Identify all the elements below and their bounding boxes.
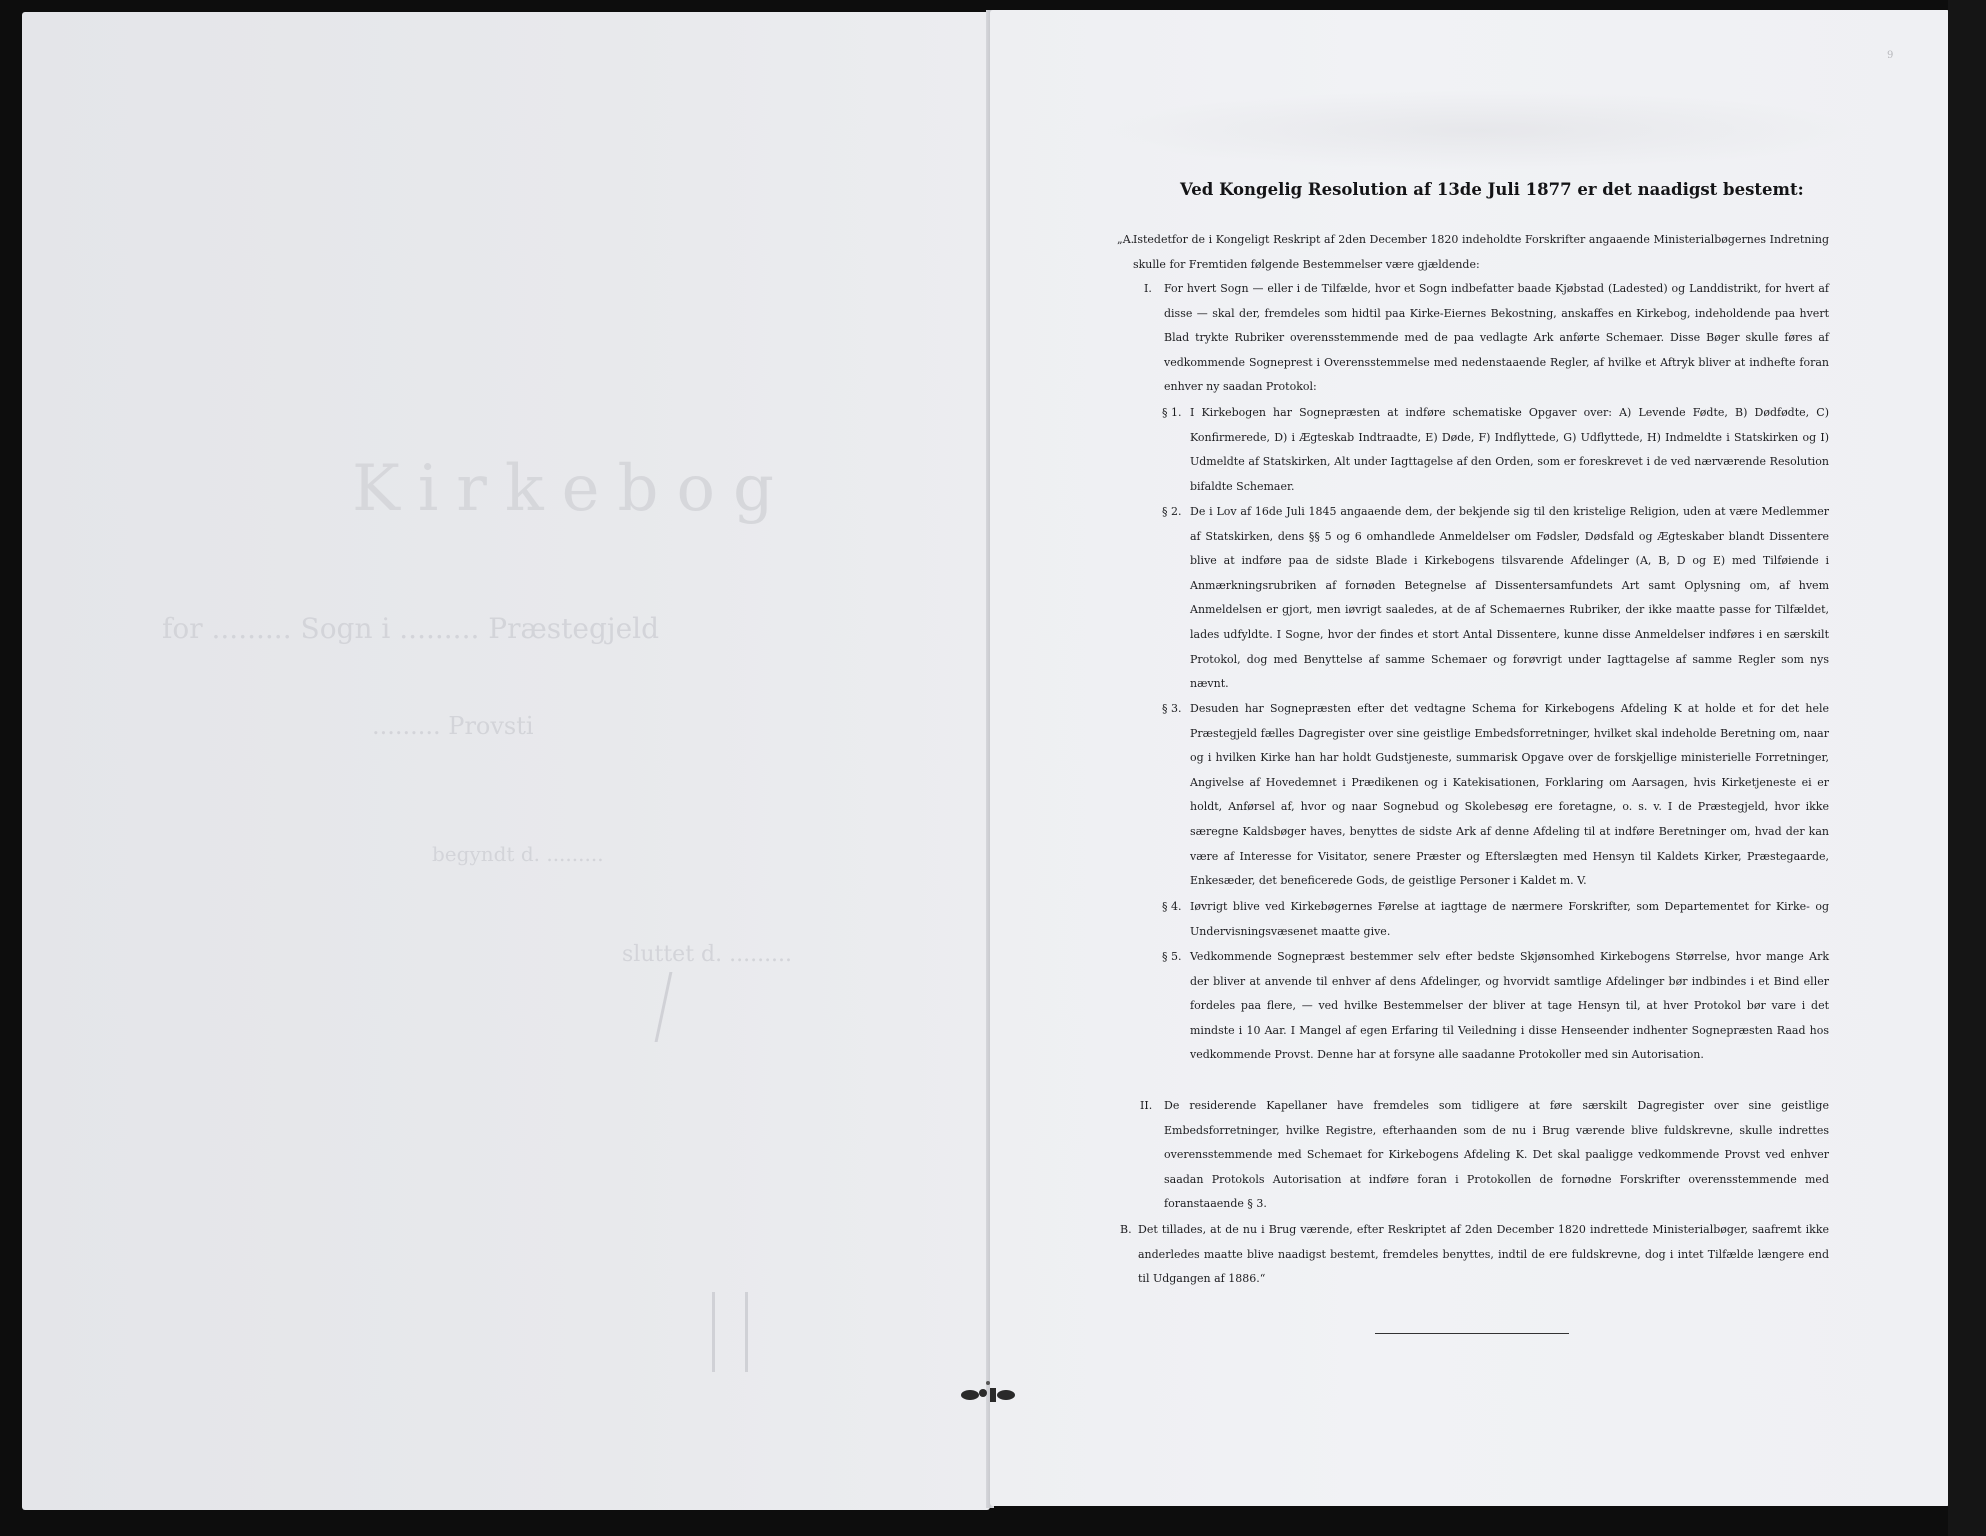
page-number: 9 (1887, 50, 1894, 61)
ghost-ended-line: sluttet d. ......... (622, 942, 793, 967)
section-ii-text: De residerende Kapellaner have fremdeles som tidligere at føre særskilt Dagregister over sine geistlige Embedsforretninger, hvilke Registre, efterhaanden som de nu i Brug værende blive fuldskrevne, skulle indrettes overensstemmende med Schemaet for Kirkebogens Afdeling K. Det skal paaligge vedkommende Provst ved enhver saadan Protokols Autorisation at indføre foran i Protokollen de fornødne Forskrifter overensstemmende med foranstaaende § 3. (1164, 1099, 1829, 1211)
section-ii-label: II. (1140, 1099, 1153, 1112)
section-a-text: Istedetfor de i Kongeligt Reskript af 2den December 1820 indeholdte Forskrifter angaaende Ministerialbøgernes Indretning skulle for Fremtiden følgende Bestemmelser være gjældende: (1133, 233, 1829, 271)
section-b-text: Det tillades, at de nu i Brug værende, efter Reskriptet af 2den December 1820 indrettede Ministerialbøger, saafremt ikke anderledes maatte blive naadigst bestemt, fremdeles benyttes, indtil de ere fuldskrevne, dog i intet Tilfælde længere end til Udgangen af 1886.“ (1138, 1223, 1829, 1286)
paragraph-5-text: Vedkommende Sognepræst bestemmer selv efter bedste Skjønsomhed Kirkebogens Størrelse, hvor mange Ark der bliver at anvende til enhver af dens Afdelinger, og hvorvidt samtlige Afdelinger bør indbindes i et Bind eller fordeles paa flere, — ved hvilke Bestemmelser der bliver at tage Hensyn til, at hver Protokol bør vare i det mindste i 10 Aar. I Mangel af egen Erfaring til Veiledning i disse Henseender indhenter Sognepræsten Raad hos vedkommende Provst. Denne har at forsyne alle saadanne Protokoller med sin Autorisation. (1190, 950, 1829, 1062)
ghost-parish-line: for ......... Sogn i ......... Præstegjeld (162, 612, 660, 645)
scan-border (1948, 0, 1986, 1536)
ghost-deanery-line: ......... Provsti (372, 712, 534, 740)
paragraph-3 (1162, 697, 1829, 894)
section-ii (1140, 1094, 1829, 1217)
paragraph-3-label: § 3. (1162, 702, 1182, 715)
left-page (22, 12, 990, 1510)
paragraph-1-text: I Kirkebogen har Sognepræsten at indføre schematiske Opgaver over: A) Levende Fødte, B) Dødfødte, C) Konfirmerede, D) i Ægteskab Indtraadte, E) Døde, F) Indflyttede, G) Udflyttede, H) Indmeldte i Statskirken og I) Udmeldte af Statskirken, Alt under Iagttagelse af den Orden, som er foreskrevet i de ved nærværende Resolution bifaldte Schemaer. (1190, 406, 1829, 493)
section-a-label: „A. (1117, 233, 1135, 246)
paragraph-2-text: De i Lov af 16de Juli 1845 angaaende dem, der bekjende sig til den kristelige Religion, uden at være Medlemmer af Statskirken, dens §§ 5 og 6 omhandlede Anmeldelser om Fødsler, Dødsfald og Ægteskaber blandt Dissentere blive at indføre paa de sidste Blade i Kirkebogens tilsvarende Afdelinger (A, B, D og E) med Tilføiende i Anmærkningsrubriken af fornøden Betegnelse af Dissentersamfundets Art samt Oplysning om, af hvem Anmeldelsen er gjort, men iøvrigt saaledes, at de af Schemaernes Rubriker, der ikke maatte passe for Tilfældet, lades udfyldte. I Sogne, hvor der findes et stort Antal Dissentere, kunne disse Anmeldelser indføres i en særskilt Protokol, dog med Benyttelse af samme Schemaer og forøvrigt under Iagttagelse af samme Regler som nys nævnt. (1190, 505, 1829, 691)
paragraph-5-label: § 5. (1162, 950, 1182, 963)
section-i-label: I. (1144, 282, 1152, 295)
paragraph-4-text: Iøvrigt blive ved Kirkebøgernes Førelse at iagttage de nærmere Forskrifter, som Departementet for Kirke- og Undervisningsvæsenet maatte give. (1190, 900, 1829, 938)
section-a (1117, 228, 1829, 277)
paragraph-2 (1162, 500, 1829, 697)
paragraph-1 (1162, 401, 1829, 499)
ghost-begun-line: begyndt d. ......... (432, 842, 604, 866)
closing-rule (1375, 1333, 1569, 1334)
paragraph-1-label: § 1. (1162, 406, 1182, 419)
section-b (1120, 1218, 1829, 1292)
section-b-label: B. (1120, 1223, 1132, 1236)
section-i-text: For hvert Sogn — eller i de Tilfælde, hvor et Sogn indbefatter baade Kjøbstad (Ladested) og Landdistrikt, for hvert af disse — skal der, fremdeles som hidtil paa Kirke-Eiernes Bekostning, anskaffes en Kirkebog, indeholdende paa hvert Blad trykte Rubriker overensstemmende med de paa vedlagte Ark anførte Schemaer. Disse Bøger skulle føres af vedkommende Sogneprest i Overensstemmelse med nedenstaaende Regler, af hvilke et Aftryk bliver at indhefte foran enhver ny saadan Protokol: (1164, 282, 1829, 394)
paragraph-4-label: § 4. (1162, 900, 1182, 913)
resolution-title: Ved Kongelig Resolution af 13de Juli 1877 er det naadigst bestemt: (1180, 180, 1804, 199)
paragraph-4 (1162, 895, 1829, 944)
ghost-handwriting-mark (712, 1292, 748, 1372)
paragraph-3-text: Desuden har Sognepræsten efter det vedtagne Schema for Kirkebogens Afdeling K at holde et for det hele Præstegjeld fælles Dagregister over sine geistlige Embedsforretninger, hvilket skal indeholde Beretning om, naar og i hvilken Kirke han har holdt Gudstjeneste, summarisk Opgave over de forskjellige ministerielle Forretninger, Angivelse af Hovedemnet i Prædikenen og i Katekisationen, Forklaring om Aarsagen, hvis Kirketjeneste ei er holdt, Anførsel af, hvor og naar Sognebud og Skolebesøg ere foretagne, o. s. v. I de Præstegjeld, hvor ikke særegne Kaldsbøger haves, benyttes de sidste Ark af denne Afdeling til at indføre Beretninger om, hvad der kan være af Interesse for Visitator, senere Præster og Efterslægten med Hensyn til Kaldets Kirker, Præstegaarde, Enkesæder, det beneficerede Gods, de geistlige Personer i Kaldet m. V. (1190, 702, 1829, 888)
ghost-title-kirkebog: Kirkebog (352, 452, 792, 526)
ghost-handwriting-mark (655, 972, 733, 1042)
ornament-icon (948, 1380, 1028, 1410)
paragraph-2-label: § 2. (1162, 505, 1182, 518)
paragraph-5 (1162, 945, 1829, 1068)
paper-stain (1100, 90, 1860, 170)
section-i (1144, 277, 1829, 400)
